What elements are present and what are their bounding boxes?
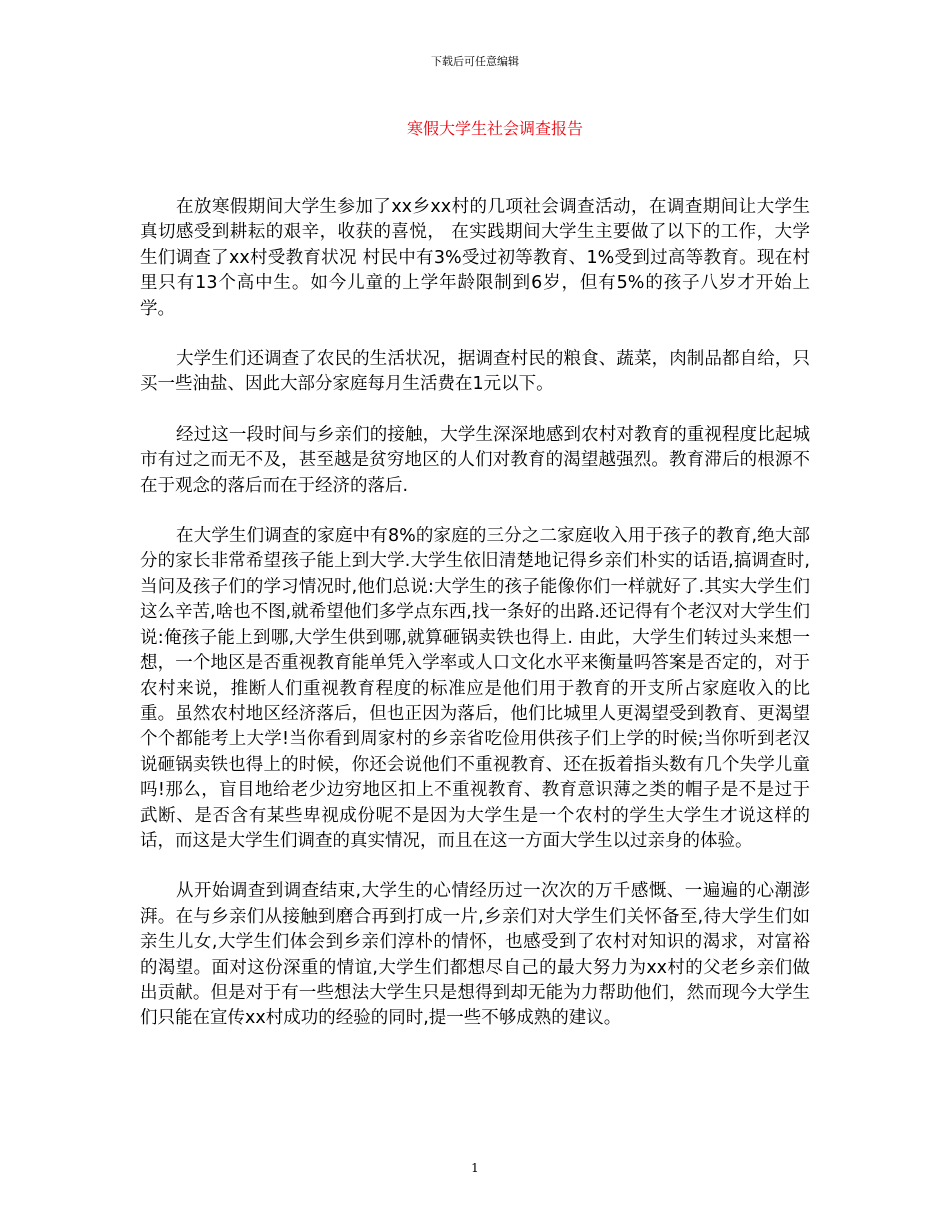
- page-number: 1: [471, 1161, 479, 1175]
- paragraph-5: 从开始调查到调查结束,大学生的心情经历过一次次的万千感慨、一遍遍的心潮澎湃。在与乡亲们从接触到磨合再到打成一片,乡亲们对大学生们关怀备至,待大学生们如亲生儿女,大学生们体会到乡亲们淳朴的情怀，也感受到了农村对知识的渴求，对富裕的渴望。面对这份深重的情谊,大学生们都想尽自己的最大努力为xx村的父老乡亲们做出贡献。但是对于有一些想法大学生只是想得到却无能为力帮助他们，然而现今大学生们只能在宣传xx村成功的经验的同时,提一些不够成熟的建议。: [140, 881, 810, 1029]
- paragraph-4: 在大学生们调查的家庭中有8%的家庭的三分之二家庭收入用于孩子的教育,绝大部分的家长非常希望孩子能上到大学.大学生依旧清楚地记得乡亲们朴实的话语,搞调查时,当问及孩子们的学习情况时,他们总说:大学生的孩子能像你们一样就好了.其实大学生们这么辛苦,啥也不图,就希望他们多学点东西,找一条好的出路.还记得有个老汉对大学生们说:俺孩子能上到哪,大学生供到哪,就算砸锅卖铁也得上. 由此，大学生们转过头来想一想，一个地区是否重视教育能单凭入学率或人口文化水平来衡量吗答案是否定的，对于农村来说，推断人们重视教育程度的标准应是他们用于教育的开支所占家庭收入的比重。虽然农村地区经济落后，但也正因为落后，他们比城里人更渴望受到教育、更渴望个个都能考上大学!当你看到周家村的乡亲省吃俭用供孩子们上学的时候;当你听到老汉说砸锅卖铁也得上的时候，你还会说他们不重视教育、还在扳着指头数有几个失学儿童吗!那么，盲目地给老少边穷地区扣上不重视教育、教育意识薄之类的帽子是不是过于武断、是否含有某些卑视成份呢不是因为大学生是一个农村的学生大学生才说这样的话，而这是大学生们调查的真实情况，而且在这一方面大学生以过亲身的体验。: [140, 526, 810, 851]
- document-title: 寒假大学生社会调查报告: [406, 119, 583, 138]
- document-body: [140, 195, 810, 1057]
- paragraph-1: 在放寒假期间大学生参加了xx乡xx村的几项社会调查活动，在调查期间让大学生真切感受到耕耘的艰辛，收获的喜悦， 在实践期间大学生主要做了以下的工作，大学生们调查了xx村受教育状况 村民中有3%受过初等教育、1%受到过高等教育。现在村里只有13个高中生。如今儿童的上学年龄限制到6岁，但有5%的孩子八岁才开始上学。: [140, 197, 810, 319]
- paragraph-2: 大学生们还调查了农民的生活状况，据调查村民的粮食、蔬菜，肉制品都自给，只买一些油盐、因此大部分家庭每月生活费在1元以下。: [140, 349, 810, 395]
- header-note: 下载后可任意编辑: [431, 55, 519, 68]
- paragraph-3: 经过这一段时间与乡亲们的接触，大学生深深地感到农村对教育的重视程度比起城市有过之而无不及，甚至越是贫穷地区的人们对教育的渴望越强烈。教育滞后的根源不在于观念的落后而在于经济的落后.: [140, 424, 810, 496]
